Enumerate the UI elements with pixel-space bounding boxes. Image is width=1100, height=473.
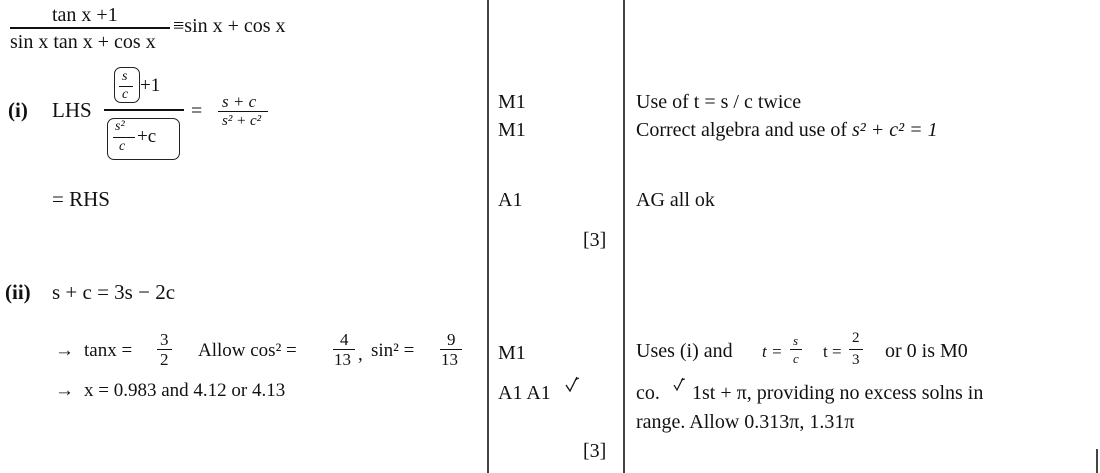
guidance-co: co. (636, 382, 660, 404)
sin-denominator: 13 (441, 350, 458, 369)
guidance-three: 3 (852, 352, 860, 368)
mark-m1-b: M1 (498, 119, 526, 141)
inner-c-small: c (119, 139, 126, 154)
inner-s2-bar (113, 137, 135, 138)
inner-c: c (122, 87, 129, 102)
rhs-fraction-bar (218, 111, 268, 112)
guidance-two: 2 (852, 330, 860, 346)
mark-total-i: [3] (583, 229, 607, 251)
mark-a1-a1: A1 A1 (498, 382, 551, 404)
solution-line: x = 0.983 and 4.12 or 4.13 (84, 380, 286, 401)
guidance-line-1: Use of t = s / c twice (636, 91, 802, 113)
implies-arrow-2: → (55, 380, 74, 401)
cos-denominator: 13 (334, 350, 351, 369)
guidance-uses-i: Uses (i) and (636, 340, 733, 362)
guidance-line-2-text: Correct algebra and use of (636, 119, 853, 141)
guidance-first-plus-pi: 1st + π, providing no excess solns in (692, 382, 984, 404)
guidance-t2-eq: t = (823, 342, 842, 361)
guidance-two-thirds-bar (849, 349, 863, 350)
plus-one: +1 (140, 75, 161, 96)
cos-numerator: 4 (340, 330, 349, 349)
comma-separator: , (358, 344, 363, 365)
identity-numerator: tan x +1 (52, 4, 118, 26)
rhs-denominator: s² + c² (222, 113, 262, 129)
tan-label: tanx = (84, 340, 133, 361)
identity-fraction-bar (10, 27, 170, 29)
allow-cos-text: Allow cos² = (198, 340, 297, 361)
guidance-t-bar (790, 349, 802, 350)
part-i-label: (i) (8, 98, 28, 122)
lhs-main-bar (104, 109, 184, 111)
rhs-numerator: s + c (222, 92, 257, 111)
equals-sign: = (191, 100, 203, 122)
lhs-label: LHS (52, 98, 92, 122)
right-edge-mark (1096, 449, 1098, 473)
follow-through-tick-icon-2 (673, 377, 687, 391)
sin-numerator: 9 (447, 330, 456, 349)
equals-rhs-line: = RHS (52, 187, 110, 211)
column-divider-2 (623, 0, 625, 473)
guidance-or-zero: or 0 is M0 (885, 340, 968, 362)
guidance-line-2 (636, 120, 938, 140)
mark-m1-a: M1 (498, 91, 526, 113)
guidance-range-allow: range. Allow 0.313π, 1.31π (636, 411, 855, 433)
plus-c: +c (137, 126, 157, 147)
mark-total-ii: [3] (583, 440, 607, 462)
identity-rhs: ≡sin x + cos x (173, 15, 286, 37)
inner-s2: s² (115, 119, 125, 134)
tan-numerator: 3 (160, 330, 169, 349)
guidance-line-2-math: s² + c² = 1 (852, 119, 938, 141)
guidance-t-eq: t = (762, 342, 783, 361)
sin-label: sin² = (371, 340, 415, 361)
follow-through-tick-icon (565, 376, 581, 392)
part-ii-label: (ii) (5, 280, 31, 304)
tan-denominator: 2 (160, 350, 169, 369)
guidance-t-s: s (793, 333, 799, 348)
column-divider-1 (487, 0, 489, 473)
implies-arrow-1: → (55, 340, 74, 361)
guidance-line-3: AG all ok (636, 189, 715, 211)
guidance-t-c: c (793, 351, 799, 366)
part-ii-equation: s + c = 3s − 2c (52, 280, 176, 304)
mark-m1-c: M1 (498, 342, 526, 364)
mark-a1: A1 (498, 189, 523, 211)
identity-denominator: sin x tan x + cos x (10, 31, 156, 53)
inner-s: s (122, 69, 128, 84)
